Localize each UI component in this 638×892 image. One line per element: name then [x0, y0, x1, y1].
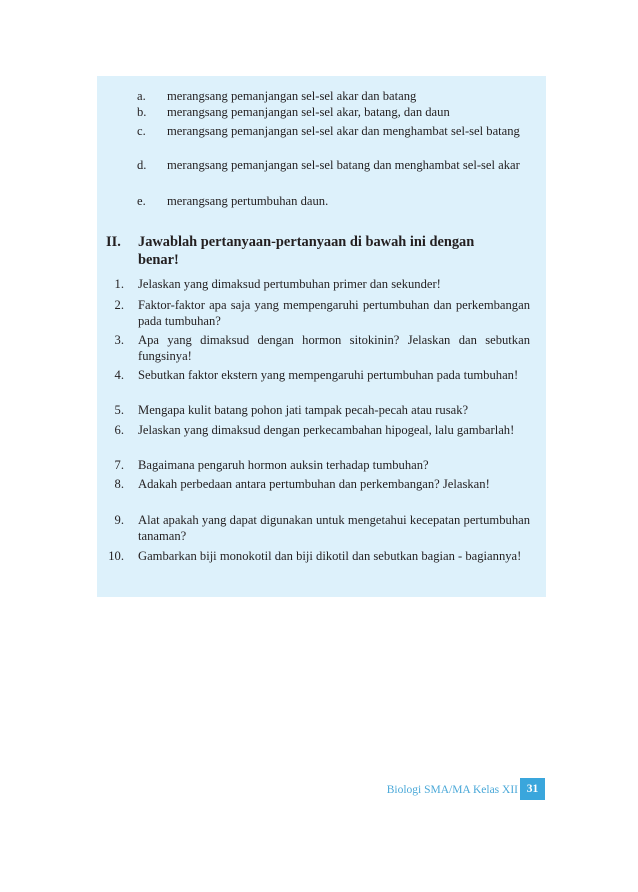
question-number: 2. — [114, 298, 124, 312]
question-number: 5. — [114, 403, 124, 417]
question-number: 3. — [114, 333, 124, 347]
option-label: e. — [137, 194, 146, 208]
question-text: Apa yang dimaksud dengan hormon sitokinin? Jelaskan dan sebutkan fungsinya! — [138, 333, 530, 363]
option-text: merangsang pemanjangan sel-sel akar, batang, dan daun — [167, 105, 450, 119]
question-text: Mengapa kulit batang pohon jati tampak pecah-pecah atau rusak? — [138, 403, 469, 417]
book-title-footer: Biologi SMA/MA Kelas XII — [386, 784, 518, 796]
option-label: d. — [137, 158, 147, 172]
question-number: 6. — [114, 423, 124, 437]
question-number: 10. — [108, 549, 124, 563]
option-text: merangsang pemanjangan sel-sel akar dan menghambat sel-sel batang — [167, 124, 520, 138]
option-text: merangsang pertumbuhan daun. — [167, 194, 329, 208]
section-title: Jawablah pertanyaan-pertanyaan di bawah ini dengan benar! — [138, 234, 475, 268]
question-number: 9. — [114, 513, 124, 527]
question-text: Sebutkan faktor ekstern yang mempengaruhi pertumbuhan pada tumbuhan! — [138, 368, 519, 382]
question-text: Faktor-faktor apa saja yang mempengaruhi pertumbuhan dan perkembangan pada tumbuhan? — [138, 298, 530, 328]
question-text: Bagaimana pengaruh hormon auksin terhadap tumbuhan? — [138, 458, 429, 472]
option-text: merangsang pemanjangan sel-sel akar dan batang — [167, 89, 417, 103]
option-label: b. — [137, 105, 147, 119]
option-label: c. — [137, 124, 146, 138]
question-number: 4. — [114, 368, 124, 382]
section-number: II. — [106, 234, 121, 250]
question-number: 7. — [114, 458, 124, 472]
question-number: 8. — [114, 477, 124, 491]
question-text: Alat apakah yang dapat digunakan untuk mengetahui kecepatan pertumbuhan tanaman? — [138, 513, 530, 543]
question-text: Adakah perbedaan antara pertumbuhan dan perkembangan? Jelaskan! — [138, 477, 490, 491]
question-text: Gambarkan biji monokotil dan biji dikotil dan sebutkan bagian - bagiannya! — [138, 549, 522, 563]
question-number: 1. — [114, 277, 124, 291]
page-number: 31 — [520, 778, 545, 800]
option-text: merangsang pemanjangan sel-sel batang dan menghambat sel-sel akar — [167, 158, 520, 172]
option-label: a. — [137, 89, 146, 103]
question-text: Jelaskan yang dimaksud dengan perkecambahan hipogeal, lalu gambarlah! — [138, 423, 515, 437]
question-text: Jelaskan yang dimaksud pertumbuhan primer dan sekunder! — [138, 277, 441, 291]
